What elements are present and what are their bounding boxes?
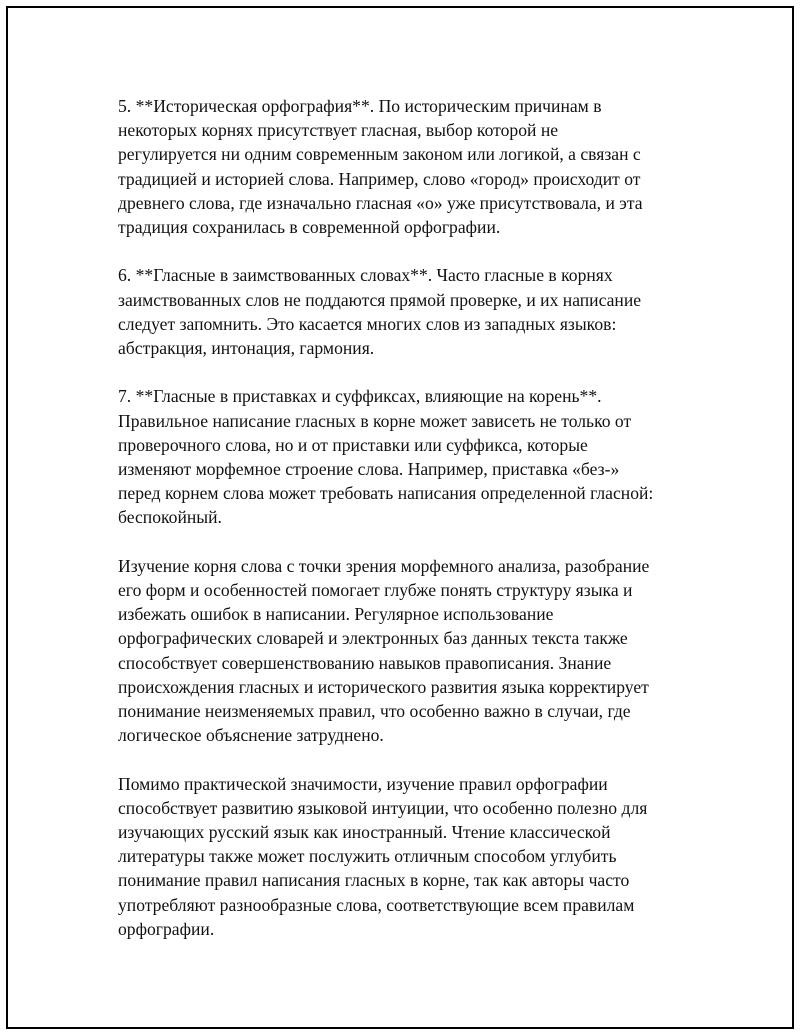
paragraph-prefixes-suffixes: 7. **Гласные в приставках и суффиксах, влияющие на корень**. Правильное написание гласных в корне может зависеть не только от проверочного слова, но и от приставки или суффикса, которые изменяют морфемное строение слова. Например, приставка «без-» перед корнем слова может требовать написания определенной гласной: беспокойный. [118,386,654,528]
paragraph-morphemic-analysis: Изучение корня слова с точки зрения морфемного анализа, разобрание его форм и особенностей помогает глубже понять структуру языка и избежать ошибок в написании. Регулярное использование орфографических словарей и электронных баз данных текста также способствует совершенствованию навыков правописания. Знание происхождения гласных и исторического развития языка корректирует понимание неизменяемых правил, что особенно важно в случаи, где логическое объяснение затруднено. [118,555,650,746]
paragraph-borrowed-words: 6. **Гласные в заимствованных словах**. Часто гласные в корнях заимствованных слов не поддаются прямой проверке, и их написание следует запомнить. Это касается многих слов из западных языков: абстракция, интонация, гармония. [118,265,642,359]
document-body [118,94,708,941]
paragraph-historical-orthography: 5. **Историческая орфография**. По историческим причинам в некоторых корнях присутствует гласная, выбор которой не регулируется ни одним современным законом или логикой, а связан с традицией и историей слова. Например, слово «город» происходит от древнего слова, где изначально гласная «о» уже присутствовала, и эта традиция сохранилась в современной орфографии. [118,96,643,238]
page-frame [6,6,794,1029]
paragraph-practical-significance: Помимо практической значимости, изучение правил орфографии способствует развитию языковой интуиции, что особенно полезно для изучающих русский язык как иностранный. Чтение классической литературы также может послужить отличным способом углубить понимание правил написания гласных в корне, так как авторы часто употребляют разнообразные слова, соответствующие всем правилам орфографии. [118,773,648,939]
